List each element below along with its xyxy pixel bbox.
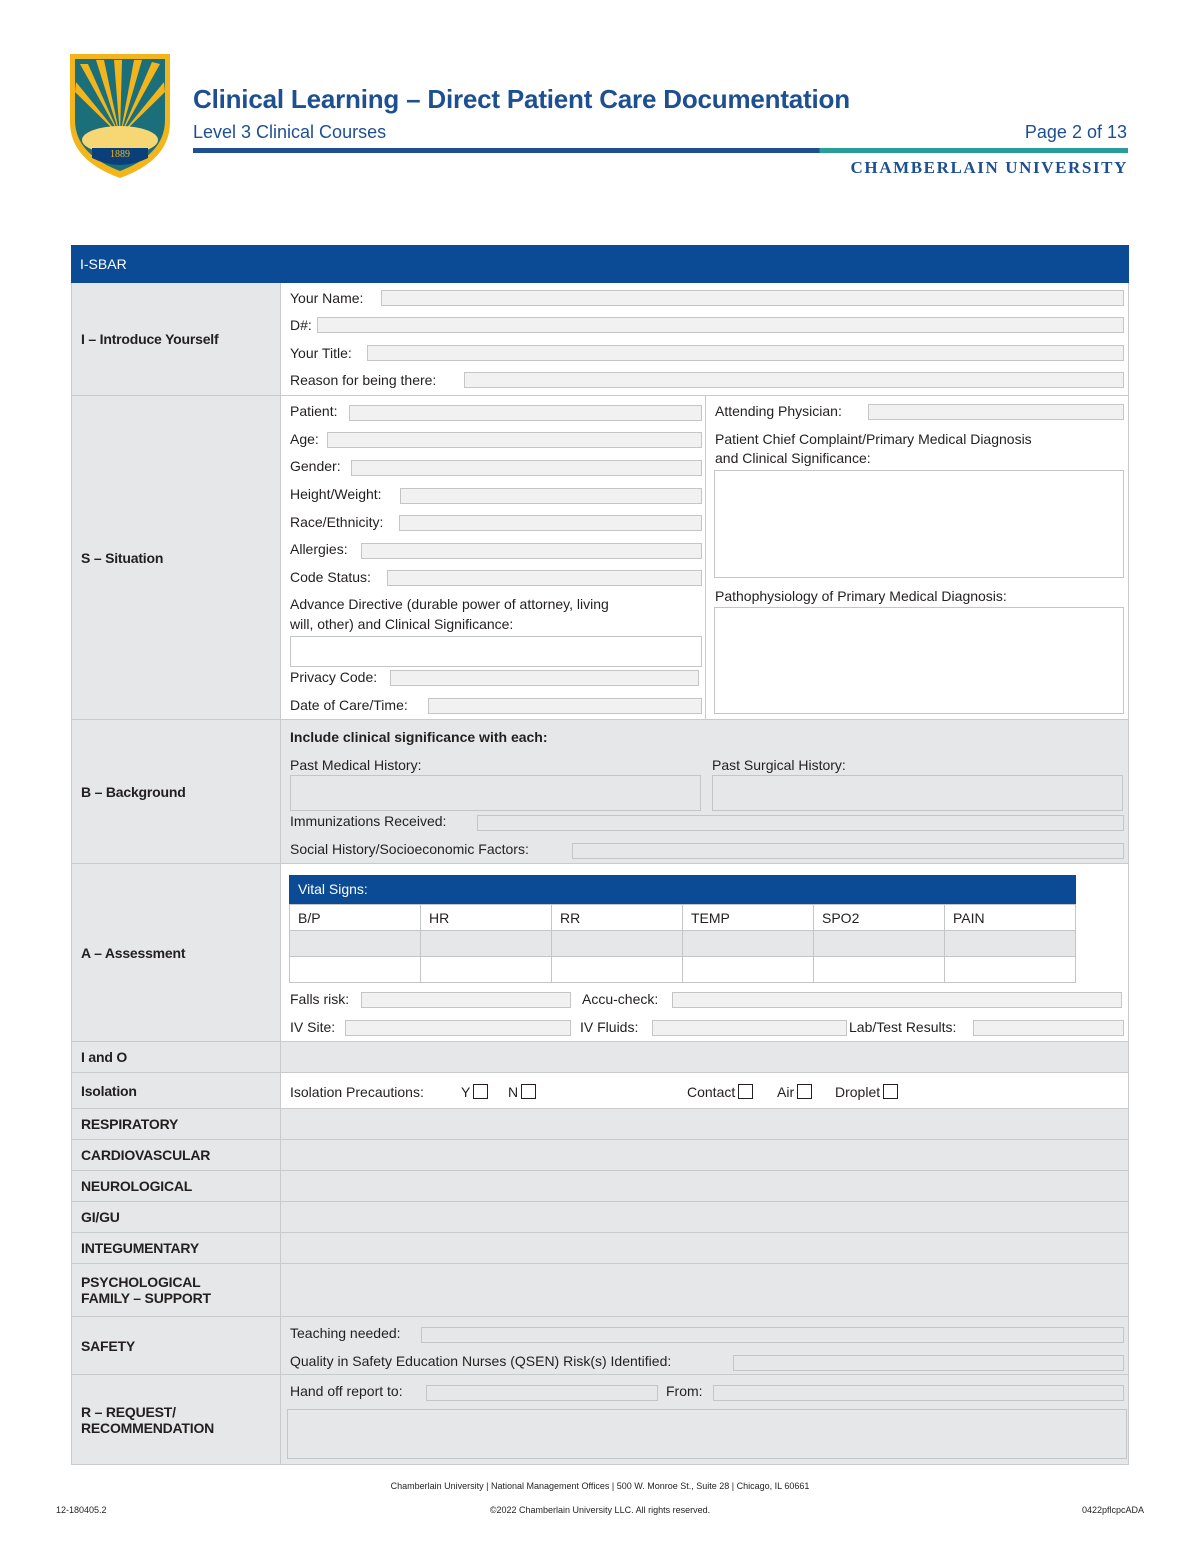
document-title: Clinical Learning – Direct Patient Care Documentation	[193, 84, 850, 114]
qsen-label: Quality in Safety Education Nurses (QSEN) Risk(s) Identified:	[290, 1353, 672, 1369]
vitals-cell[interactable]	[552, 931, 683, 957]
request-label	[72, 1375, 281, 1464]
assessment-label: A – Assessment	[72, 864, 281, 1041]
vitals-cell[interactable]	[421, 931, 552, 957]
background-label: B – Background	[72, 720, 281, 863]
handoff-label: Hand off report to:	[290, 1383, 403, 1399]
page-number: Page 2 of 13	[1024, 122, 1127, 142]
vitals-hr-header: HR	[421, 905, 552, 931]
introduce-section	[71, 283, 1129, 396]
pathophysiology-label: Pathophysiology of Primary Medical Diagnosis:	[715, 588, 1007, 604]
footer-code-left: 12-180405.2	[56, 1505, 107, 1515]
date-of-care-label: Date of Care/Time:	[290, 697, 408, 713]
svg-text:1889: 1889	[110, 149, 130, 160]
lab-results-label: Lab/Test Results:	[849, 1019, 957, 1035]
psychological-label	[72, 1264, 281, 1316]
qsen-field[interactable]	[733, 1355, 1124, 1371]
vitals-cell[interactable]	[814, 931, 945, 957]
safety-section	[71, 1317, 1129, 1375]
no-option-label: N	[508, 1084, 519, 1100]
isolation-section	[71, 1073, 1129, 1109]
contact-option-label: Contact	[687, 1084, 736, 1100]
from-label: From:	[666, 1383, 703, 1399]
date-of-care-field[interactable]	[428, 698, 702, 714]
vitals-spo2-header: SPO2	[814, 905, 945, 931]
background-section	[71, 720, 1129, 864]
neurological-field[interactable]	[281, 1171, 1128, 1201]
vitals-cell[interactable]	[945, 957, 1076, 983]
patient-field[interactable]	[349, 405, 702, 421]
psychological-field[interactable]	[281, 1264, 1128, 1316]
accu-check-label: Accu-check:	[582, 991, 659, 1007]
attending-physician-label: Attending Physician:	[715, 403, 842, 419]
race-ethnicity-field[interactable]	[399, 515, 702, 531]
respiratory-section	[71, 1109, 1129, 1140]
respiratory-field[interactable]	[281, 1109, 1128, 1139]
code-status-field[interactable]	[387, 570, 702, 586]
code-status-label: Code Status:	[290, 569, 371, 585]
situation-label: S – Situation	[72, 396, 281, 719]
vitals-rr-header: RR	[552, 905, 683, 931]
id-label: D#:	[290, 317, 312, 333]
iv-site-field[interactable]	[345, 1020, 571, 1036]
your-name-field[interactable]	[381, 290, 1124, 306]
i-and-o-field[interactable]	[281, 1042, 1128, 1072]
past-medical-history-field[interactable]	[290, 775, 701, 811]
vitals-cell[interactable]	[552, 957, 683, 983]
isolation-precautions-label: Isolation Precautions:	[290, 1084, 424, 1100]
introduce-label: I – Introduce Yourself	[72, 283, 281, 395]
integumentary-field[interactable]	[281, 1233, 1128, 1263]
gender-field[interactable]	[351, 460, 702, 476]
vitals-cell[interactable]	[814, 957, 945, 983]
footer-code-right: 0422pflcpcADA	[1081, 1505, 1144, 1515]
request-label-line-2: RECOMMENDATION	[81, 1419, 215, 1436]
i-and-o-label: I and O	[72, 1042, 281, 1072]
advance-directive-field[interactable]	[290, 636, 702, 667]
no-checkbox[interactable]	[521, 1084, 536, 1099]
vitals-bp-header: B/P	[290, 905, 421, 931]
university-wordmark: CHAMBERLAIN UNIVERSITY	[850, 158, 1128, 177]
from-field[interactable]	[713, 1385, 1124, 1401]
vitals-temp-header: TEMP	[683, 905, 814, 931]
i-and-o-section	[71, 1042, 1129, 1073]
advance-directive-label-2: will, other) and Clinical Significance:	[290, 616, 514, 632]
iv-fluids-field[interactable]	[652, 1020, 847, 1036]
footer-copyright: ©2022 Chamberlain University LLC. All rights reserved.	[489, 1505, 711, 1515]
lab-results-field[interactable]	[973, 1020, 1124, 1036]
contact-checkbox[interactable]	[738, 1084, 753, 1099]
recommendation-field[interactable]	[287, 1409, 1127, 1459]
immunizations-label: Immunizations Received:	[290, 813, 447, 829]
reason-field[interactable]	[464, 372, 1124, 388]
attending-physician-field[interactable]	[868, 404, 1124, 420]
cardiovascular-label: CARDIOVASCULAR	[72, 1140, 281, 1170]
request-section	[71, 1375, 1129, 1465]
your-name-label: Your Name:	[290, 290, 364, 306]
request-label-line-1: R – REQUEST/	[81, 1403, 176, 1420]
teaching-needed-label: Teaching needed:	[290, 1325, 401, 1341]
falls-risk-label: Falls risk:	[290, 991, 350, 1007]
vitals-cell[interactable]	[945, 931, 1076, 957]
advance-directive-label-1: Advance Directive (durable power of attorney, living	[290, 596, 609, 612]
neurological-label: NEUROLOGICAL	[72, 1171, 281, 1201]
your-title-field[interactable]	[367, 345, 1124, 361]
psychological-label-line-2: FAMILY – SUPPORT	[81, 1290, 211, 1306]
cardiovascular-section	[71, 1140, 1129, 1171]
falls-risk-field[interactable]	[361, 992, 571, 1008]
integumentary-section	[71, 1233, 1129, 1264]
droplet-option-label: Droplet	[835, 1084, 881, 1100]
vitals-cell[interactable]	[683, 957, 814, 983]
allergies-label: Allergies:	[290, 541, 348, 557]
age-label: Age:	[290, 431, 319, 447]
vitals-cell[interactable]	[290, 957, 421, 983]
reason-label: Reason for being there:	[290, 372, 437, 388]
yes-option-label: Y	[461, 1084, 471, 1100]
vitals-pain-header: PAIN	[945, 905, 1076, 931]
isbar-form	[71, 245, 1129, 1465]
yes-checkbox[interactable]	[473, 1084, 488, 1099]
past-medical-history-label: Past Medical History:	[290, 757, 422, 773]
chief-complaint-field[interactable]	[714, 470, 1124, 578]
integumentary-label: INTEGUMENTARY	[72, 1233, 281, 1263]
social-history-field[interactable]	[572, 843, 1124, 859]
vitals-cell[interactable]	[421, 957, 552, 983]
gi-gu-section	[71, 1202, 1129, 1233]
neurological-section	[71, 1171, 1129, 1202]
gender-label: Gender:	[290, 458, 341, 474]
air-checkbox[interactable]	[797, 1084, 812, 1099]
isolation-label: Isolation	[72, 1073, 281, 1108]
gi-gu-field[interactable]	[281, 1202, 1128, 1232]
pathophysiology-field[interactable]	[714, 607, 1124, 714]
form-header: I-SBAR	[71, 245, 1129, 283]
respiratory-label: RESPIRATORY	[72, 1109, 281, 1139]
teaching-needed-field[interactable]	[421, 1327, 1124, 1343]
footer-address: Chamberlain University | National Management Offices | 500 W. Monroe St., Suite 28 | Chicago, IL 60661	[390, 1481, 810, 1491]
vitals-cell[interactable]	[683, 931, 814, 957]
document-subtitle: Level 3 Clinical Courses	[193, 122, 387, 142]
air-option-label: Air	[777, 1084, 795, 1100]
past-surgical-history-label: Past Surgical History:	[712, 757, 846, 773]
privacy-code-field[interactable]	[390, 670, 699, 686]
patient-label: Patient:	[290, 403, 338, 419]
cardiovascular-field[interactable]	[281, 1140, 1128, 1170]
psychological-section	[71, 1264, 1129, 1317]
social-history-label: Social History/Socioeconomic Factors:	[290, 841, 529, 857]
iv-site-label: IV Site:	[290, 1019, 336, 1035]
assessment-section	[71, 864, 1129, 1042]
immunizations-field[interactable]	[477, 815, 1124, 831]
droplet-checkbox[interactable]	[883, 1084, 898, 1099]
gi-gu-label: GI/GU	[72, 1202, 281, 1232]
include-significance-note: Include clinical significance with each:	[290, 729, 548, 745]
safety-label: SAFETY	[72, 1317, 281, 1374]
age-field[interactable]	[327, 432, 702, 448]
psychological-label-line-1: PSYCHOLOGICAL	[81, 1274, 201, 1290]
chief-complaint-label-2: and Clinical Significance:	[715, 450, 871, 466]
id-field[interactable]	[317, 317, 1124, 333]
privacy-code-label: Privacy Code:	[290, 669, 378, 685]
allergies-field[interactable]	[361, 543, 702, 559]
past-surgical-history-field[interactable]	[712, 775, 1123, 811]
race-ethnicity-label: Race/Ethnicity:	[290, 514, 384, 530]
handoff-field[interactable]	[426, 1385, 658, 1401]
height-weight-label: Height/Weight:	[290, 486, 382, 502]
vital-signs-header: Vital Signs:	[289, 875, 1076, 904]
university-shield-logo	[68, 52, 172, 180]
accu-check-field[interactable]	[672, 992, 1122, 1008]
chief-complaint-label-1: Patient Chief Complaint/Primary Medical Diagnosis	[715, 431, 1032, 447]
vital-signs-table	[289, 904, 1076, 983]
your-title-label: Your Title:	[290, 345, 352, 361]
vitals-cell[interactable]	[290, 931, 421, 957]
header-rule	[193, 148, 1128, 153]
height-weight-field[interactable]	[400, 488, 702, 504]
situation-section	[71, 396, 1129, 720]
iv-fluids-label: IV Fluids:	[580, 1019, 639, 1035]
